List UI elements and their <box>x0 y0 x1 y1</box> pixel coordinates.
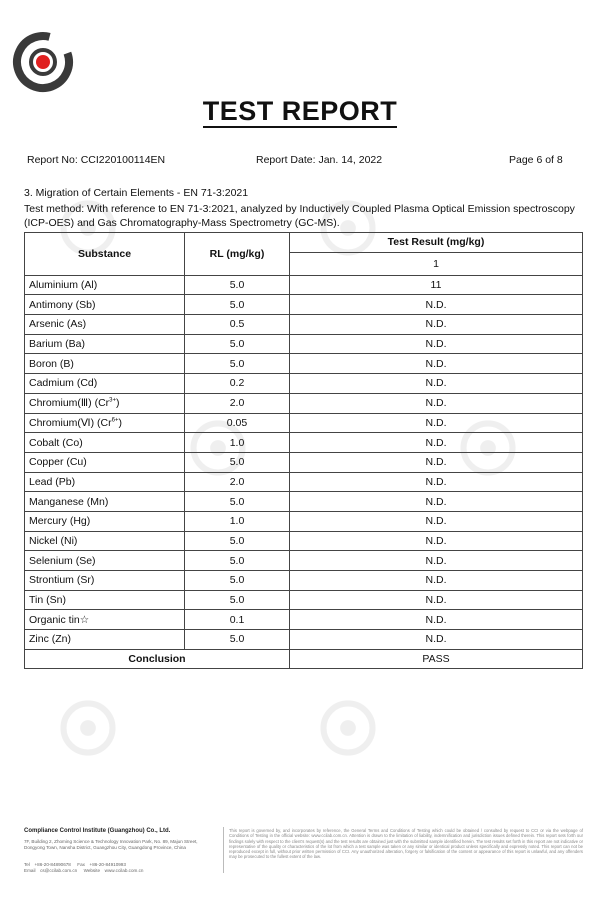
rl-cell: 1.0 <box>185 511 290 531</box>
rl-cell: 0.1 <box>185 610 290 630</box>
table-row <box>25 295 583 315</box>
rl-cell: 5.0 <box>185 531 290 551</box>
substance-cell: Nickel (Ni) <box>25 531 185 551</box>
table-row <box>25 472 583 492</box>
result-cell: N.D. <box>290 413 583 433</box>
result-cell: N.D. <box>290 334 583 354</box>
substance-cell: Selenium (Se) <box>25 551 185 571</box>
substance-cell: Boron (B) <box>25 354 185 374</box>
table-row <box>25 531 583 551</box>
footer-fax: Fax +86-20-84910993 <box>77 862 126 867</box>
rl-cell: 5.0 <box>185 571 290 591</box>
header-sample-number: 1 <box>290 252 583 275</box>
report-date: Report Date: Jan. 14, 2022 <box>256 154 383 166</box>
conclusion-value: PASS <box>290 649 583 669</box>
table-row <box>25 354 583 374</box>
substance-cell: Cobalt (Co) <box>25 433 185 453</box>
header-test-result: Test Result (mg/kg) <box>290 233 583 253</box>
substance-cell: Antimony (Sb) <box>25 295 185 315</box>
rl-cell: 5.0 <box>185 590 290 610</box>
result-cell: N.D. <box>290 571 583 591</box>
rl-cell: 0.5 <box>185 315 290 335</box>
footer-company: Compliance Control Institute (Guangzhou) Co., Ltd. <box>24 828 171 834</box>
table-row <box>25 610 583 630</box>
result-cell: N.D. <box>290 551 583 571</box>
header-substance: Substance <box>25 233 185 276</box>
rl-cell: 2.0 <box>185 472 290 492</box>
footer-address: 7F, Building 2, Zhoming Science & Technology Innovation Park, No. 89, Majun Street, Dongyong Town, Nansha District, Guangzhou City, Guangdong Province, China <box>24 839 198 850</box>
rl-cell: 5.0 <box>185 275 290 295</box>
result-cell: N.D. <box>290 630 583 650</box>
substance-cell: Lead (Pb) <box>25 472 185 492</box>
rl-cell: 5.0 <box>185 492 290 512</box>
conclusion-label: Conclusion <box>25 649 290 669</box>
substance-cell: Manganese (Mn) <box>25 492 185 512</box>
rl-cell: 5.0 <box>185 551 290 571</box>
result-cell: N.D. <box>290 590 583 610</box>
substance-cell: Strontium (Sr) <box>25 571 185 591</box>
footer-website: Website www.ccilab.com.cn <box>83 867 144 873</box>
table-row <box>25 452 583 472</box>
result-cell: N.D. <box>290 374 583 394</box>
substance-cell: Arsenic (As) <box>25 315 185 335</box>
rl-cell: 5.0 <box>185 630 290 650</box>
table-row <box>25 571 583 591</box>
result-cell: N.D. <box>290 354 583 374</box>
result-cell: N.D. <box>290 492 583 512</box>
substance-cell: Copper (Cu) <box>25 452 185 472</box>
substance-cell: Chromium(Ⅵ) $(Cr^{6+})$ <box>25 413 185 433</box>
rl-cell: 1.0 <box>185 433 290 453</box>
result-cell: N.D. <box>290 433 583 453</box>
rl-cell: 5.0 <box>185 452 290 472</box>
rl-cell: 5.0 <box>185 334 290 354</box>
rl-cell: 2.0 <box>185 393 290 413</box>
rl-cell: 0.05 <box>185 413 290 433</box>
substance-cell: Chromium(Ⅲ) $(Cr^{3+})$ <box>25 393 185 413</box>
result-cell: N.D. <box>290 472 583 492</box>
footer-email: Email cs@ccilab.com.cn <box>24 867 78 873</box>
result-cell: N.D. <box>290 610 583 630</box>
table-row <box>25 433 583 453</box>
table-row <box>25 393 583 413</box>
substance-cell: Mercury (Hg) <box>25 511 185 531</box>
footer-tel: Tel +86-20-84890678 <box>24 862 71 867</box>
rl-cell: 5.0 <box>185 354 290 374</box>
result-cell: N.D. <box>290 295 583 315</box>
substance-cell: Aluminium (Al) <box>25 275 185 295</box>
rl-cell: 5.0 <box>185 295 290 315</box>
table-row <box>25 551 583 571</box>
page-title: TEST REPORT <box>202 96 398 126</box>
header-rl: RL (mg/kg) <box>185 233 290 276</box>
table-row <box>25 511 583 531</box>
table-row <box>25 590 583 610</box>
results-body <box>25 275 583 649</box>
table-row <box>25 413 583 433</box>
result-cell: N.D. <box>290 511 583 531</box>
table-row <box>25 492 583 512</box>
substance-cell: Organic tin☆ <box>25 610 185 630</box>
table-row <box>25 334 583 354</box>
table-row <box>25 374 583 394</box>
rl-cell: 0.2 <box>185 374 290 394</box>
table-row <box>25 275 583 295</box>
company-logo-icon <box>11 30 75 94</box>
table-row <box>25 630 583 650</box>
watermark-logo-icon <box>60 700 116 756</box>
substance-cell: Barium (Ba) <box>25 334 185 354</box>
report-number: Report No: CCI220100114EN <box>27 154 166 166</box>
result-cell: N.D. <box>290 531 583 551</box>
section-heading: 3. Migration of Certain Elements - EN 71-3:2021 <box>24 187 249 199</box>
test-method: Test method: With reference to EN 71-3:2021, analyzed by Inductively Coupled Plasma Optical Emission spectroscopy (ICP-OES) and Gas Chromatography-Mass Spectrometry (GC-MS). <box>24 203 575 229</box>
result-cell: N.D. <box>290 315 583 335</box>
conclusion-row <box>25 649 583 669</box>
table-row <box>25 315 583 335</box>
footer-divider <box>223 827 224 873</box>
substance-cell: Tin (Sn) <box>25 590 185 610</box>
watermark-logo-icon <box>320 700 376 756</box>
footer-disclaimer: This report is governed by, and incorporates by reference, the General Terms and Conditions of Testing which could be obtained / consulted by request to CCI or via the webpage of Conditions of Testing in the official website: www.ccilab.com.cn. Attention is drawn to the limitation of liability, indemnification and jurisdiction issues defined therein. This report sets forth our findings solely with respect to the client's request(s) and the test results are obtained just with the submitted sample identified herein. The test results set forth in this report are not indicative or representative of the quality or characteristics of the lot from which a test sample was taken or any similar or identical product unless specifically and expressly noted. This report can not be reproduced except in full, without prior written permission of CCI. Any unauthorized alteration, forgery or falsification of the content or appearance of this report is unlawful, and any offenders may be prosecuted to the fullest extent of the law. <box>229 828 583 860</box>
page-number: Page 6 of 8 <box>509 154 563 166</box>
result-cell: N.D. <box>290 452 583 472</box>
substance-cell: Cadmium (Cd) <box>25 374 185 394</box>
results-table <box>24 232 583 669</box>
substance-cell: Zinc (Zn) <box>25 630 185 650</box>
result-cell: 11 <box>290 275 583 295</box>
footer-contact <box>24 862 219 874</box>
result-cell: N.D. <box>290 393 583 413</box>
